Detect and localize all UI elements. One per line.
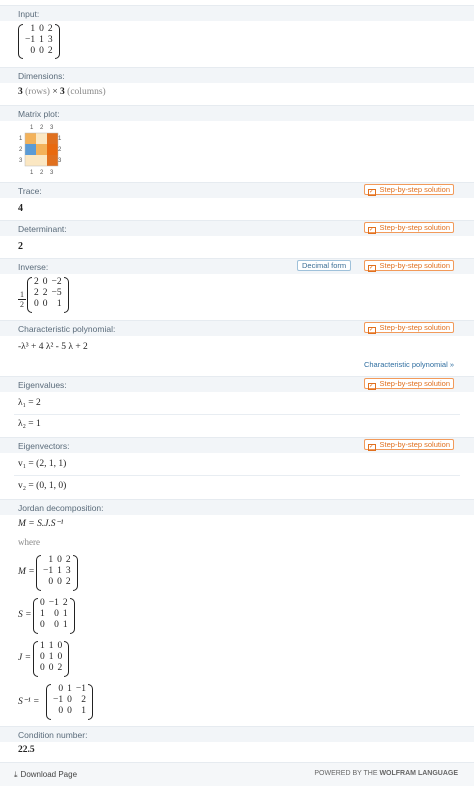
powered-brand: WOLFRAM LANGUAGE [379, 770, 458, 777]
determinant-value: 2 [18, 241, 23, 252]
inverse-fraction [18, 290, 26, 309]
matrix-cell: 2 [34, 288, 39, 298]
plot-cell [47, 155, 58, 166]
step-by-step-button[interactable] [364, 322, 454, 333]
jordan-matrix-j [33, 641, 69, 677]
input-matrix [18, 24, 60, 59]
checkbox-icon: ✓ [369, 265, 375, 271]
divider [14, 475, 460, 476]
pod-title: Input: [18, 9, 40, 19]
download-label: Download Page [20, 770, 78, 779]
pod-title: Jordan decomposition: [18, 503, 104, 513]
matrix-cell: 1 [56, 299, 62, 309]
matrix-label-s: S = [18, 610, 32, 620]
matrix-cell: 2 [57, 663, 63, 673]
matrix-label-m: M = [18, 567, 35, 577]
matrix-cell: 0 [58, 706, 64, 716]
matrix-cell: 1 [62, 609, 68, 619]
matrix-row [32, 299, 64, 310]
jordan-matrix-m [36, 555, 78, 591]
matrix-label-s-inverse: S⁻¹ = [18, 697, 40, 707]
matrix-row [23, 35, 55, 46]
plot-col-label: 1 [30, 170, 34, 176]
char-poly-value: -λ³ + 4 λ² - 5 λ + 2 [18, 342, 88, 352]
step-button-label: Step-by-step solution [379, 323, 450, 332]
plot-row-label: 1 [58, 136, 62, 142]
matrix-cell: 0 [40, 598, 45, 608]
matrix-cell: 1 [48, 641, 54, 651]
matrix-cell: 0 [57, 641, 63, 651]
pod-title: Dimensions: [18, 71, 65, 81]
matrix-row [32, 277, 64, 288]
matrix-cell: 1 [67, 684, 72, 694]
checkbox-icon: ✓ [369, 383, 375, 389]
dimensions-value [18, 87, 106, 97]
footer [0, 762, 474, 786]
matrix-cell: −1 [48, 598, 59, 608]
cols-word: (columns) [67, 87, 106, 97]
matrix-row [41, 577, 73, 588]
matrix-cell: 2 [62, 598, 68, 608]
matrix-row [41, 555, 73, 566]
download-page-link[interactable] [14, 770, 77, 780]
char-poly-link[interactable]: Characteristic polynomial » [363, 360, 454, 369]
step-button-label: Step-by-step solution [379, 261, 450, 270]
matrix-cell: 1 [62, 620, 68, 630]
plot-col-label: 3 [50, 125, 54, 131]
checkbox-icon: ✓ [369, 189, 375, 195]
matrix-cell: 1 [57, 566, 62, 576]
matrix-cell: 0 [40, 652, 45, 662]
powered-prefix: POWERED BY THE [314, 770, 380, 777]
condition-value: 22.5 [18, 745, 35, 755]
matrix-cell: 2 [34, 277, 39, 287]
matrix-row [51, 695, 88, 706]
matrix-cell: −2 [51, 277, 62, 287]
step-by-step-button[interactable] [364, 260, 454, 271]
matrix-cell: 0 [57, 555, 62, 565]
matrix-plot [14, 122, 74, 177]
times-sign: × [52, 87, 58, 97]
matrix-cell: 0 [40, 620, 45, 630]
matrix-cell: −5 [51, 288, 62, 298]
pod-title: Inverse: [18, 262, 49, 272]
matrix-cell: 0 [57, 577, 62, 587]
matrix-row [38, 609, 70, 620]
step-button-label: Step-by-step solution [379, 223, 450, 232]
plot-row-label: 2 [58, 147, 62, 153]
matrix-cell: 0 [54, 609, 59, 619]
pod-header-condition [0, 726, 474, 742]
matrix-cell: 0 [39, 46, 44, 56]
plot-row-label: 1 [19, 136, 23, 142]
matrix-row [51, 706, 88, 717]
matrix-cell: 0 [34, 299, 39, 309]
matrix-cell: −1 [43, 566, 54, 576]
matrix-cell: 0 [42, 299, 48, 309]
matrix-cell: 1 [81, 706, 86, 716]
plot-cell [25, 144, 36, 155]
plot-col-label: 2 [40, 170, 44, 176]
decimal-form-button[interactable]: Decimal form [297, 260, 351, 271]
matrix-cell: 0 [57, 652, 63, 662]
plot-cell [25, 155, 36, 166]
trace-value: 4 [18, 203, 23, 214]
plot-col-label: 1 [30, 125, 34, 131]
matrix-cell: 0 [67, 695, 72, 705]
matrix-cell: 0 [48, 663, 54, 673]
jordan-matrix-s [33, 598, 75, 634]
matrix-cell: 0 [48, 577, 54, 587]
matrix-row [23, 24, 55, 35]
matrix-row [38, 663, 64, 674]
cols-count: 3 [60, 87, 65, 97]
matrix-cell: 1 [30, 24, 36, 34]
matrix-cell: 0 [54, 620, 59, 630]
plot-col-label: 2 [40, 125, 44, 131]
eigenvalue-2: λ₂ = 1 [18, 419, 41, 429]
plot-col-label: 3 [50, 170, 54, 176]
checkbox-icon: ✓ [369, 327, 375, 333]
matrix-cell: 0 [58, 684, 64, 694]
jordan-equation: M = S.J.S⁻¹ [18, 519, 64, 529]
pod-header-dimensions [0, 67, 474, 83]
step-by-step-button[interactable] [364, 378, 454, 389]
fraction-numerator: 1 [20, 290, 24, 299]
plot-cell [36, 155, 47, 166]
matrix-row [38, 620, 70, 631]
download-icon: ⤓ [14, 770, 18, 779]
matrix-cell: 2 [65, 555, 71, 565]
pod-header-input [0, 5, 474, 21]
step-button-label: Step-by-step solution [379, 440, 450, 449]
matrix-cell: 3 [47, 35, 53, 45]
matrix-cell: 2 [65, 577, 71, 587]
pod-title: Trace: [18, 186, 42, 196]
pod-title: Condition number: [18, 730, 88, 740]
matrix-row [38, 652, 64, 663]
matrix-row [41, 566, 73, 577]
step-by-step-button[interactable] [364, 222, 454, 233]
jordan-matrix-s-inverse [46, 684, 93, 720]
matrix-cell: −1 [75, 684, 86, 694]
matrix-row [32, 288, 64, 299]
step-by-step-button[interactable] [364, 184, 454, 195]
matrix-row [38, 598, 70, 609]
step-by-step-button[interactable] [364, 439, 454, 450]
matrix-cell: 2 [47, 24, 53, 34]
matrix-row [23, 46, 55, 57]
checkbox-icon: ✓ [369, 444, 375, 450]
matrix-cell: 0 [67, 706, 72, 716]
matrix-cell: −1 [53, 695, 64, 705]
inverse-matrix [27, 277, 69, 313]
pod-title: Eigenvectors: [18, 441, 70, 451]
matrix-cell: −1 [25, 35, 36, 45]
rows-count: 3 [18, 87, 23, 97]
matrix-cell: 0 [40, 663, 45, 673]
plot-row-label: 3 [19, 158, 23, 164]
matrix-cell: 0 [42, 277, 48, 287]
matrix-cell: 3 [65, 566, 71, 576]
matrix-row [51, 684, 88, 695]
plot-cell [25, 133, 36, 144]
checkbox-icon: ✓ [369, 227, 375, 233]
pod-header-jordan [0, 499, 474, 515]
powered-by [314, 770, 458, 777]
fraction-denominator: 2 [20, 300, 24, 309]
eigenvector-2: v₂ = (0, 1, 0) [18, 481, 67, 491]
matrix-cell: 2 [42, 288, 48, 298]
eigenvalue-1: λ₁ = 2 [18, 398, 41, 408]
matrix-cell: 2 [81, 695, 86, 705]
eigenvector-1: v₁ = (2, 1, 1) [18, 459, 67, 469]
matrix-cell: 1 [48, 652, 54, 662]
pod-title: Matrix plot: [18, 109, 60, 119]
matrix-cell: 1 [48, 555, 54, 565]
step-button-label: Step-by-step solution [379, 379, 450, 388]
plot-row-label: 3 [58, 158, 62, 164]
plot-row-label: 2 [19, 147, 23, 153]
matrix-cell: 1 [40, 641, 45, 651]
matrix-label-j: J = [18, 653, 32, 663]
plot-cell [47, 133, 58, 144]
matrix-row [38, 641, 64, 652]
matrix-cell: 1 [40, 609, 45, 619]
plot-cell [36, 144, 47, 155]
plot-cell [36, 133, 47, 144]
pod-title: Determinant: [18, 224, 67, 234]
jordan-where: where [18, 537, 40, 547]
pod-title: Characteristic polynomial: [18, 324, 116, 334]
rows-word: (rows) [25, 87, 50, 97]
pod-header-matrix-plot [0, 105, 474, 121]
matrix-cell: 1 [39, 35, 44, 45]
plot-cell [47, 144, 58, 155]
matrix-cell: 0 [30, 46, 36, 56]
divider [14, 414, 460, 415]
matrix-cell: 2 [47, 46, 53, 56]
pod-title: Eigenvalues: [18, 380, 67, 390]
matrix-cell: 0 [39, 24, 44, 34]
step-button-label: Step-by-step solution [379, 185, 450, 194]
